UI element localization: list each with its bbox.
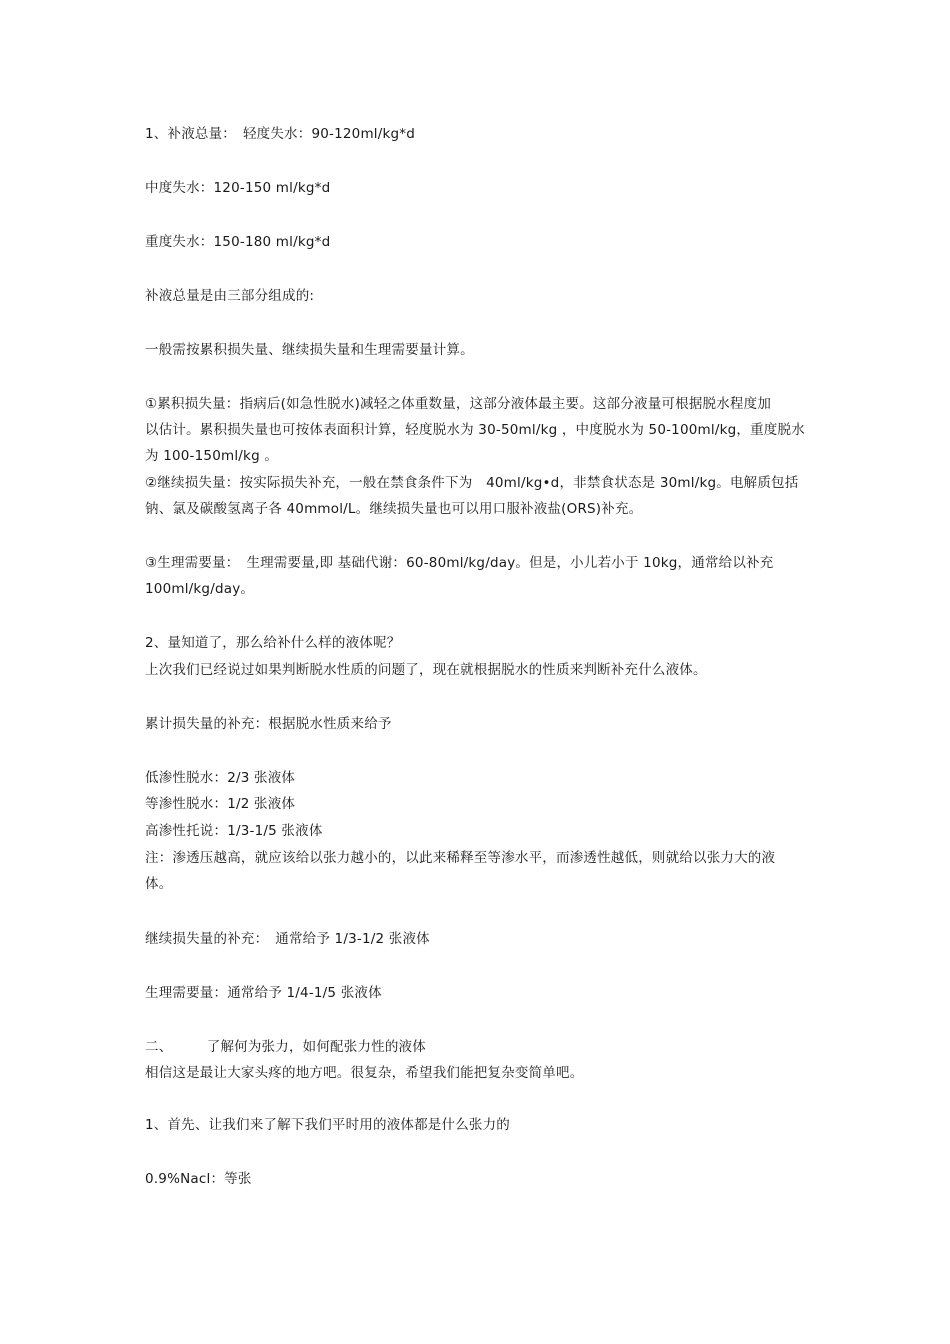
paragraph-calculation: 一般需按累积损失量、继续损失量和生理需要量计算。 bbox=[145, 342, 474, 358]
note-line2: 体。 bbox=[145, 876, 173, 892]
paragraph-moderate: 中度失水：120-150 ml/kg*d bbox=[145, 180, 331, 196]
paragraph-first: 1、首先、让我们来了解下我们平时用的液体都是什么张力的 bbox=[145, 1117, 510, 1133]
heading-fluid-type: 2、量知道了，那么给补什么样的液体呢？ bbox=[145, 635, 401, 651]
list-item-hypertonic: 高渗性托说：1/3-1/5 张液体 bbox=[145, 823, 323, 839]
paragraph-difficult: 相信这是最让大家头疼的地方吧。很复杂，希望我们能把复杂变简单吧。 bbox=[145, 1065, 584, 1081]
list-item-isotonic: 等渗性脱水：1/2 张液体 bbox=[145, 796, 296, 812]
list-item-hypotonic: 低渗性脱水：2/3 张液体 bbox=[145, 770, 296, 786]
paragraph-continuing-loss-line1: ②继续损失量：按实际损失补充，一般在禁食条件下为 40ml/kg•d，非禁食状态是 30ml/kg。电解质包括 bbox=[145, 475, 799, 491]
paragraph-continuing-supplement: 继续损失量的补充： 通常给予 1/3-1/2 张液体 bbox=[145, 931, 430, 947]
paragraph-composition: 补液总量是由三部分组成的: bbox=[145, 288, 315, 304]
note-line1: 注：渗透压越高，就应该给以张力越小的，以此来稀释至等渗水平，而渗透性越低，则就给以张力大的液 bbox=[145, 850, 776, 866]
paragraph-total-volume-mild: 1、补液总量： 轻度失水：90-120ml/kg*d bbox=[145, 126, 416, 142]
paragraph-cumulative-loss-line3: 为 100-150ml/kg 。 bbox=[145, 448, 279, 464]
paragraph-physiological-supplement: 生理需要量：通常给予 1/4-1/5 张液体 bbox=[145, 985, 382, 1001]
paragraph-nacl: 0.9%Nacl：等张 bbox=[145, 1171, 252, 1187]
paragraph-physiological-line2: 100ml/kg/day。 bbox=[145, 581, 255, 597]
paragraph-cumulative-loss-line1: ①累积损失量：指病后(如急性脱水)减轻之体重数量，这部分液体最主要。这部分液量可根据脱水程度加 bbox=[145, 396, 772, 412]
paragraph-severe: 重度失水：150-180 ml/kg*d bbox=[145, 234, 331, 250]
paragraph-cumulative-supplement: 累计损失量的补充：根据脱水性质来给予 bbox=[145, 716, 392, 732]
paragraph-intro: 上次我们已经说过如果判断脱水性质的问题了，现在就根据脱水的性质来判断补充什么液体。 bbox=[145, 662, 707, 678]
paragraph-continuing-loss-line2: 钠、氯及碳酸氢离子各 40mmol/L。继续损失量也可以用口服补液盐(ORS)补充。 bbox=[145, 501, 643, 517]
section-heading-two: 二、 了解何为张力，如何配张力性的液体 bbox=[145, 1039, 426, 1055]
paragraph-cumulative-loss-line2: 以估计。累积损失量也可按体表面积计算，轻度脱水为 30-50ml/kg ，中度脱水为 50-100ml/kg，重度脱水 bbox=[145, 422, 805, 438]
paragraph-physiological-line1: ③生理需要量： 生理需要量,即 基础代谢：60-80ml/kg/day。但是，小儿若小于 10kg，通常给以补充 bbox=[145, 555, 774, 571]
